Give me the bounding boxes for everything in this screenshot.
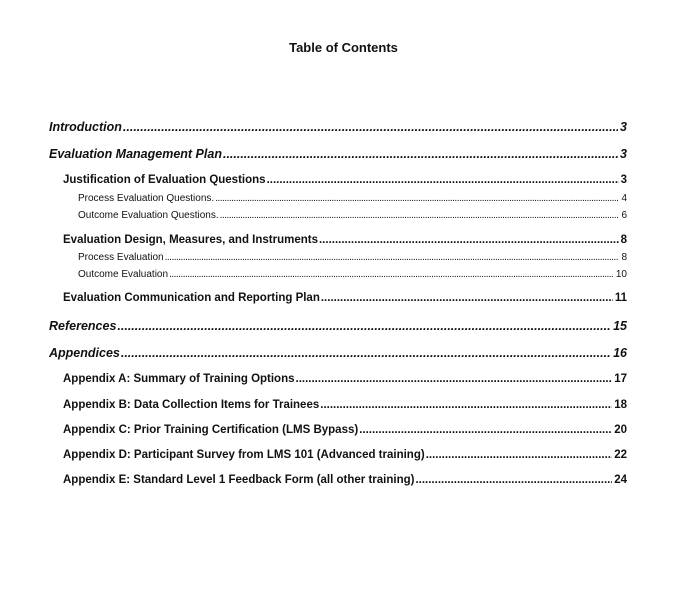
toc-page-number: 16: [613, 346, 627, 360]
toc-entry-label: Process Evaluation: [78, 252, 164, 263]
dot-leader: [319, 234, 619, 246]
toc-entry-communication-plan[interactable]: [63, 292, 627, 304]
toc-page-number: 3: [620, 147, 627, 161]
toc-entry-justification[interactable]: [63, 174, 627, 186]
toc-entry-label: Introduction: [49, 120, 122, 134]
toc-entry-references[interactable]: [49, 319, 627, 333]
toc-entry-appendix-c[interactable]: [63, 424, 627, 436]
toc-page-number: 18: [614, 399, 627, 411]
toc-page-number: 8: [621, 252, 627, 263]
toc-page-number: 10: [615, 269, 627, 280]
toc-page-number: 15: [613, 319, 627, 333]
toc-entry-label: References: [49, 319, 117, 333]
dot-leader: [121, 346, 611, 360]
toc-entry-process-evaluation-questions[interactable]: [78, 193, 627, 204]
toc-entry-label: Evaluation Management Plan: [49, 147, 222, 161]
dot-leader: [321, 292, 613, 304]
dot-leader: [359, 424, 612, 436]
toc-entry-label: Justification of Evaluation Questions: [63, 174, 266, 186]
toc-entry-label: Appendices: [49, 346, 120, 360]
dot-leader: [169, 269, 614, 280]
dot-leader: [320, 399, 612, 411]
toc-entry-outcome-evaluation[interactable]: [78, 269, 627, 280]
toc-page-number: 6: [621, 210, 627, 221]
toc-page-number: 3: [620, 174, 627, 186]
dot-leader: [123, 120, 618, 134]
toc-page-number: 20: [614, 424, 627, 436]
toc-entry-process-evaluation[interactable]: [78, 252, 627, 263]
toc-page-number: 17: [614, 373, 627, 385]
dot-leader: [215, 193, 619, 204]
toc-page-number: 22: [614, 449, 627, 461]
toc-entry-appendix-a[interactable]: [63, 373, 627, 385]
dot-leader: [415, 474, 612, 486]
toc-page-number: 24: [614, 474, 627, 486]
toc-entry-appendix-d[interactable]: [63, 449, 627, 461]
page-title: Table of Contents: [289, 40, 398, 55]
toc-page-number: 4: [621, 193, 627, 204]
toc-entry-label: Appendix B: Data Collection Items for Trainees: [63, 399, 320, 411]
toc-entry-appendices[interactable]: [49, 346, 627, 360]
dot-leader: [223, 147, 618, 161]
toc-entry-label: Appendix E: Standard Level 1 Feedback Form (all other training): [63, 474, 415, 486]
dot-leader: [296, 373, 613, 385]
dot-leader: [267, 174, 619, 186]
toc-entry-appendix-e[interactable]: [63, 474, 627, 486]
toc-entry-label: Outcome Evaluation Questions.: [78, 210, 219, 221]
toc-entry-evaluation-design[interactable]: [63, 234, 627, 246]
toc-entry-outcome-evaluation-questions[interactable]: [78, 210, 627, 221]
toc-entry-label: Outcome Evaluation: [78, 269, 169, 280]
toc-entry-label: Appendix D: Participant Survey from LMS 101 (Advanced training): [63, 449, 425, 461]
toc-entry-appendix-b[interactable]: [63, 399, 627, 411]
toc-entry-label: Appendix C: Prior Training Certification (LMS Bypass): [63, 424, 359, 436]
dot-leader: [117, 319, 611, 333]
toc-entry-evaluation-management-plan[interactable]: [49, 147, 627, 161]
toc-page-number: 3: [620, 120, 627, 134]
toc-entry-label: Evaluation Design, Measures, and Instruments: [63, 234, 318, 246]
toc-entry-introduction[interactable]: [49, 120, 627, 134]
toc-page-number: 8: [620, 234, 627, 246]
toc-entry-label: Process Evaluation Questions.: [78, 193, 215, 204]
toc-entry-label: Appendix A: Summary of Training Options: [63, 373, 295, 385]
toc-page-number: 11: [614, 292, 627, 304]
dot-leader: [220, 210, 620, 221]
toc-entry-label: Evaluation Communication and Reporting Plan: [63, 292, 320, 304]
dot-leader: [426, 449, 613, 461]
dot-leader: [165, 252, 620, 263]
